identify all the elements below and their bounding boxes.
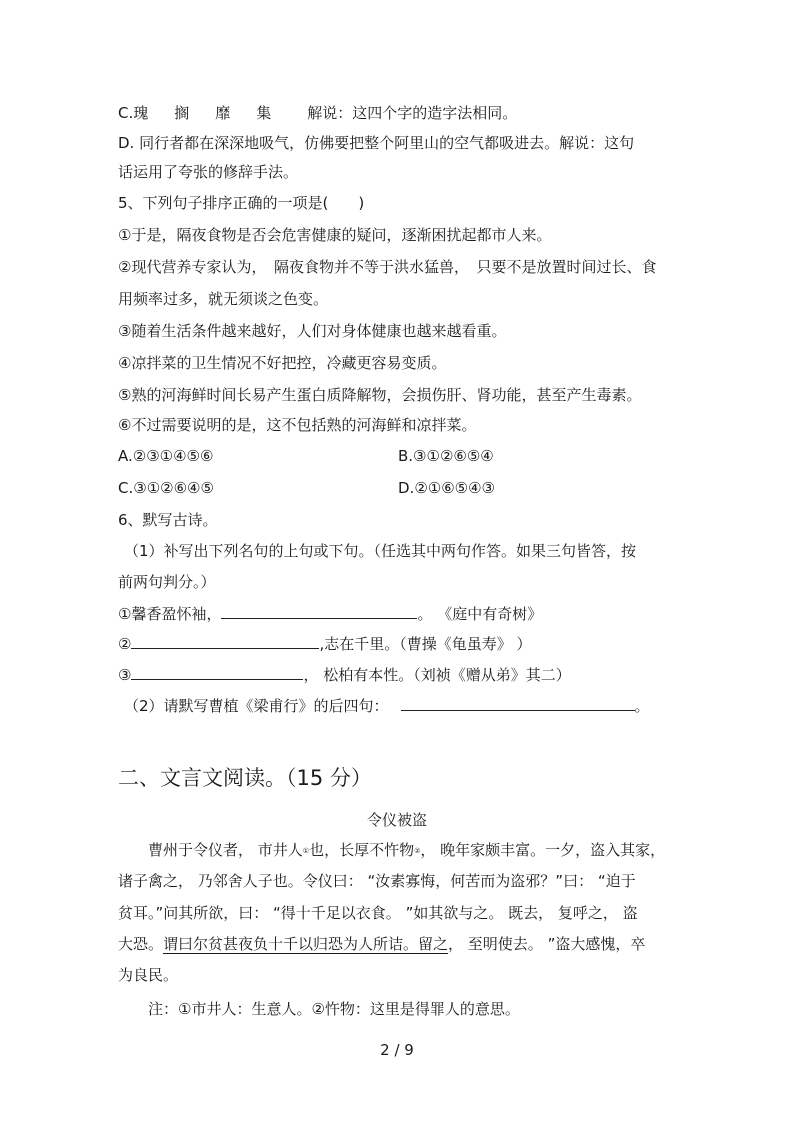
passage-line-2: 诸子禽之， 乃邻舍人子也。令仪曰： “汝素寡悔，何苦而为盗邪？”曰： “迫于	[118, 872, 636, 890]
option-c-char-2: 搁	[174, 104, 190, 122]
q6-part2-line	[124, 695, 650, 716]
option-c-note: 解说：这四个字的造字法相同。	[307, 104, 518, 122]
answer-blank-3[interactable]	[131, 664, 303, 680]
q6-stem: 6、默写古诗。	[118, 511, 218, 529]
q6-part2-suffix: 。	[634, 697, 650, 715]
option-c-char-4: 集	[256, 104, 272, 122]
q5-sentence-2b: 用频率过多，就无须谈之色变。	[118, 290, 329, 308]
q6-line3-prefix: ③	[118, 666, 132, 684]
q5-sentence-1: ①于是，隔夜食物是否会危害健康的疑问，逐渐困扰起都市人来。	[118, 226, 552, 244]
option-c-char-3: 靡	[215, 104, 231, 122]
q6-line1-prefix: ①馨香盈怀袖，	[118, 605, 222, 623]
footnote-marker-1: ①	[302, 847, 310, 855]
q5-sentence-2a: ②现代营养专家认为， 隔夜食物并不等于洪水猛兽， 只要不是放置时间过长、食	[118, 258, 657, 276]
option-c-char-1: C.瑰	[118, 104, 149, 122]
q5-option-c: C.③①②⑥④⑤	[118, 479, 214, 497]
q6-part2-prefix: （2）请默写曹植《梁甫行》的后四句：	[124, 697, 389, 715]
q6-part1-line-b: 前两句判分。）	[118, 573, 216, 591]
underlined-sentence: 谓曰尔贫甚夜负十千以归恐为人所诘。留之	[163, 935, 449, 953]
q6-line1-suffix: 。 《庭中有奇树》	[417, 605, 543, 623]
q5-option-a: A.②③①④⑤⑥	[118, 447, 214, 465]
q5-sentence-3: ③随着生活条件越来越好，人们对身体健康也越来越看重。	[118, 322, 507, 340]
passage-line-3: 贫耳。”问其所欲，曰： “得十千足以衣食。 ”如其欲与之。 既去， 复呼之， 盗	[118, 904, 638, 922]
q6-part1-line-a: （1）补写出下列名句的上句或下句。（任选其中两句作答。如果三句皆答，按	[124, 542, 637, 560]
q5-option-d: D.②①⑥⑤④③	[398, 479, 496, 497]
passage-line-1	[148, 840, 665, 861]
section-heading: 二、文言文阅读。（15 分）	[118, 766, 372, 790]
q6-line2-suffix: ,志在千里。（曹操《龟虽寿》 ）	[319, 635, 532, 653]
passage-title: 令仪被盗	[366, 811, 427, 829]
footnote: 注：①市井人：生意人。②忤物：这里是得罪人的意思。	[148, 1000, 520, 1018]
answer-blank-2[interactable]	[131, 633, 319, 649]
passage-line-4-b: ， 至明使去。 ”盗大感愧，卒	[448, 935, 646, 953]
option-d-line-1: D. 同行者都在深深地吸气，仿佛要把整个阿里山的空气都吸进去。解说：这句	[118, 134, 635, 152]
answer-blank-4[interactable]	[401, 695, 635, 711]
q6-fill-line-2	[118, 633, 532, 654]
q5-sentence-6: ⑥不过需要说明的是，这不包括熟的河海鲜和凉拌菜。	[118, 416, 477, 434]
q5-option-b: B.③①②⑥⑤④	[398, 447, 494, 465]
passage-line-1-a: 曹州于令仪者， 市井人	[148, 841, 303, 859]
q6-line3-suffix: ， 松柏有本性。（刘祯《赠从弟》其二）	[303, 666, 571, 684]
answer-blank-1[interactable]	[221, 603, 417, 619]
passage-line-1-c: ， 晚年家颇丰富。一夕，盗入其家，	[420, 841, 666, 859]
page-number: 2 / 9	[380, 1041, 414, 1059]
option-d-line-2: 话运用了夸张的修辞手法。	[118, 163, 299, 181]
q6-line2-prefix: ②	[118, 635, 132, 653]
q6-fill-line-3	[118, 664, 571, 685]
q5-stem: 5、下列句子排序正确的一项是( )	[118, 194, 365, 212]
q5-sentence-5: ⑤熟的河海鲜时间长易产生蛋白质降解物，会损伤肝、肾功能，甚至产生毒素。	[118, 386, 642, 404]
passage-line-4	[118, 934, 645, 954]
q6-fill-line-1	[118, 603, 542, 624]
footnote-marker-2: ②	[414, 847, 421, 855]
passage-line-4-a: 大恐。	[118, 935, 164, 953]
passage-line-1-b: 也，长厚不忤物	[309, 841, 415, 859]
option-c-line	[118, 103, 517, 123]
q5-sentence-4: ④凉拌菜的卫生情况不好把控，冷藏更容易变质。	[118, 354, 447, 372]
passage-line-5: 为良民。	[118, 966, 179, 984]
